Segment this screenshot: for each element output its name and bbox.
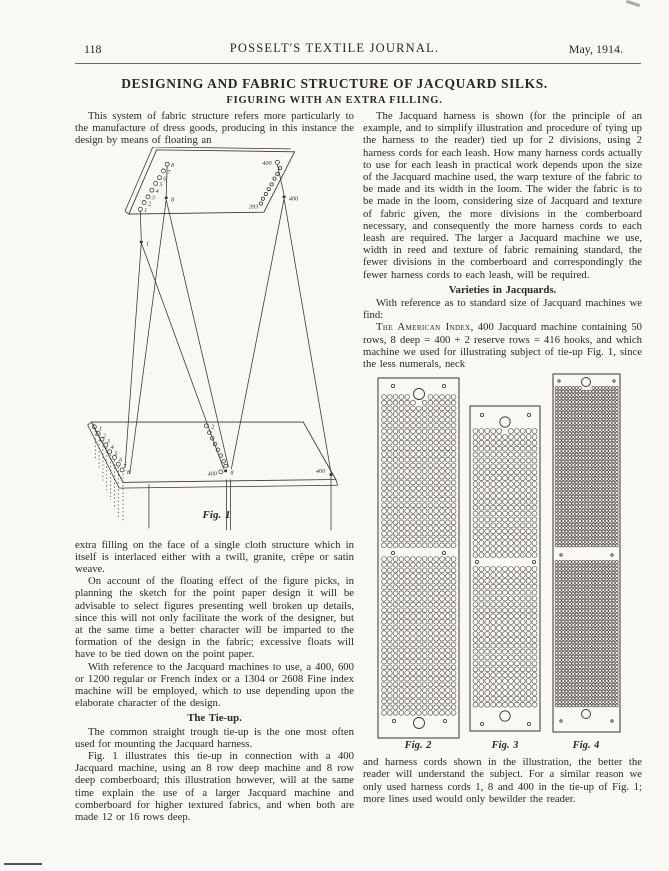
- svg-text:2: 2: [211, 423, 215, 431]
- svg-text:400: 400: [262, 159, 272, 167]
- fig1-figure: [75, 147, 358, 539]
- para-closing: and harness cords shown in the illustration, the better the reader will understand the subject. For a similar reason we only used harness cords 1, 8 and 400 in the tie-up of Fig. 1; more lines used would only bewilder the reader.: [363, 756, 642, 805]
- left-column: [75, 110, 354, 823]
- svg-text:2: 2: [147, 200, 152, 208]
- svg-text:2: 2: [102, 431, 107, 439]
- svg-text:7: 7: [123, 462, 127, 470]
- svg-text:393: 393: [248, 202, 259, 210]
- svg-text:4: 4: [110, 443, 114, 451]
- header-journal-title: POSSELT'S TEXTILE JOURNAL.: [229, 41, 440, 55]
- para-intro: This system of fabric structure refers more particularly to the manufacture of dress goods, producing in this instance the design by means of floating an: [75, 110, 354, 147]
- svg-text:8: 8: [126, 468, 131, 476]
- svg-text:8: 8: [170, 196, 175, 204]
- scan-artifact-top-right: [626, 0, 640, 7]
- figs-234-drawing: [363, 372, 646, 740]
- svg-text:5: 5: [114, 450, 118, 458]
- fig1-caption: Fig. 1: [202, 508, 231, 521]
- para-jacquard-harness: The Jacquard harness is shown (for the principle of an example, and to simplify illustration and procedure of tying up the harness to the reader) tied up for 2 divisions, using 2 harness cords for each leash. How many harness cords actually to use for each leash in practical work depends upon the size of the Jacquard machine used, the warp texture of the fabric to be made and its width in the loom. The wider the fabric is to be made in the loom, considering size of Jacquard and texture of fabric given, the more divisions in the comberboard necessary, and consequently the more harness cords to each leash are required. The larger a Jacquard machine we use, width in reed and texture of fabric remaining standard, the fewer divisions in the comberboard and correspondingly the fewer harness cords to each leash, will be required.: [363, 110, 642, 281]
- two-column-body: [75, 110, 642, 823]
- para-common-tieup: The common straight trough tie-up is the one most often used for mounting the Jacquard harness.: [75, 725, 354, 750]
- svg-text:8: 8: [230, 469, 234, 477]
- fig4-caption: Fig. 4: [572, 740, 600, 752]
- para-american-index: [363, 321, 642, 370]
- figs-234-figure: [363, 372, 646, 756]
- scan-artifact-bottom-left: [4, 863, 42, 865]
- svg-text:1: 1: [146, 240, 150, 248]
- section-heading-varieties: Varieties in Jacquards.: [448, 283, 557, 296]
- svg-text:400: 400: [315, 467, 326, 475]
- svg-text:400: 400: [207, 470, 217, 478]
- svg-text:3: 3: [151, 194, 155, 202]
- section-heading-tie-up: The Tie-up.: [187, 712, 242, 725]
- para-on-account: On account of the floating effect of the figure picks, in planning the sketch for the point paper design it will be advisable to select figures presenting well broken up details, since this will not only facilitate the work of the designer, but at the same time a better character will be imparted to the formation of the design in the fabric; excessive floats will have to be tied down on the point paper.: [75, 575, 354, 661]
- svg-text:6: 6: [163, 175, 167, 183]
- svg-text:8: 8: [170, 161, 175, 169]
- right-column: [363, 110, 642, 823]
- fig1-drawing: [75, 147, 358, 537]
- american-index-rest: , 400 Jacquard machine containing 50 rows, 8 deep = 400 + 2 reserve rows = 416 hooks, and which machine we used for illustrating subject of tie-up Fig. 1, since the less numerals, neck: [363, 321, 643, 371]
- svg-text:3: 3: [106, 437, 110, 445]
- header-page-number: 118: [84, 42, 102, 56]
- svg-text:6: 6: [119, 455, 123, 463]
- para-extra-filling: extra filling on the face of a single cloth structure which in itself is interlaced either with a twill, granite, crêpe or satin weave.: [75, 538, 354, 576]
- para-fig1-illustrates: Fig. 1 illustrates this tie-up in connection with a 400 Jacquard machine, using an 8 row deep machine and 8 row deep comberboard; this illustration however, will at the same time explain the use of a larger Jacquard machine and comberboard for higher textured fabrics, and when both are made 12 or 16 rows deep.: [75, 750, 354, 824]
- para-standard-size: With reference as to standard size of Jacquard machines we find:: [363, 297, 642, 322]
- article-title: DESIGNING AND FABRIC STRUCTURE OF JACQUARD SILKS.: [121, 76, 548, 91]
- svg-text:5: 5: [159, 180, 163, 188]
- svg-text:1: 1: [144, 206, 148, 214]
- fig2-caption: Fig. 2: [404, 740, 432, 752]
- svg-text:1: 1: [99, 425, 103, 433]
- article-subtitle: FIGURING WITH AN EXTRA FILLING.: [226, 95, 443, 106]
- para-with-reference: With reference to the Jacquard machines to use, a 400, 600 or 1200 regular or French index or a 1304 or 2608 Fine index machine will be employed, which to use depending upon the elaborate character of the design.: [75, 660, 354, 710]
- header-rule: [75, 63, 641, 64]
- header-date: May, 1914.: [568, 42, 623, 56]
- american-index-lead: The American Index: [376, 321, 471, 334]
- fig3-caption: Fig. 3: [491, 740, 519, 752]
- svg-text:4: 4: [155, 187, 159, 195]
- svg-text:7: 7: [167, 168, 171, 176]
- svg-text:400: 400: [288, 195, 299, 203]
